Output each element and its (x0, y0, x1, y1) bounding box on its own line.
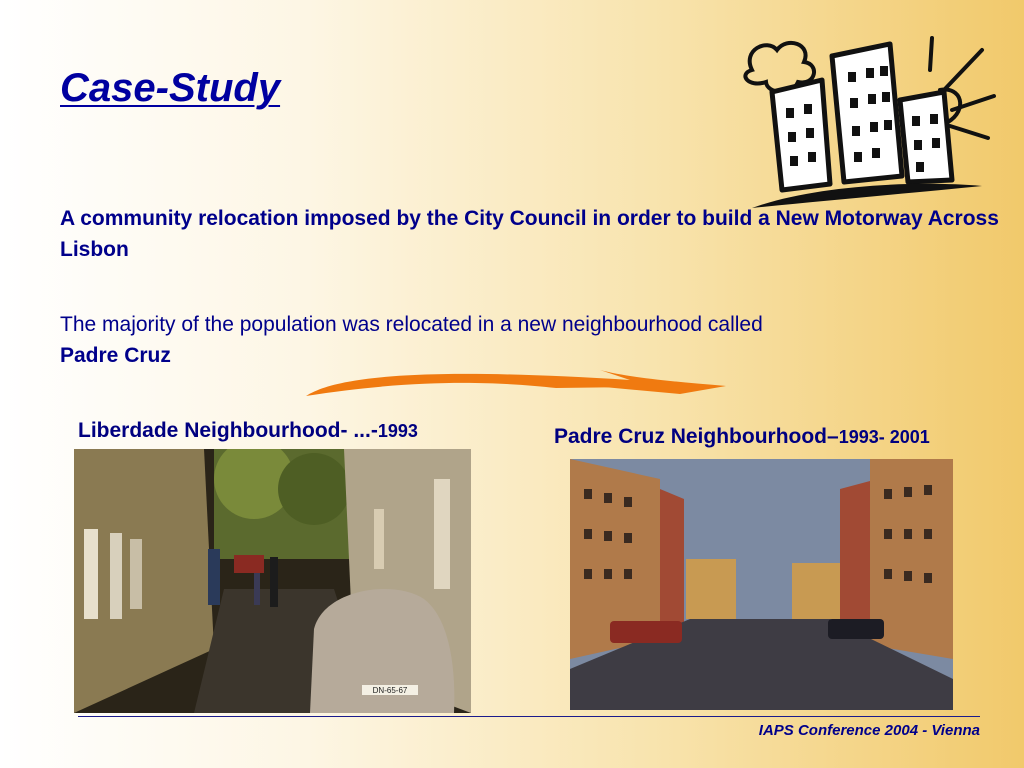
liberdade-caption-year: 1993 (377, 421, 418, 441)
liberdade-caption (78, 419, 418, 443)
license-plate-text: DN-65-67 (372, 686, 408, 695)
slide-title: Case-Study (60, 66, 281, 110)
new-neighbourhood-name: Padre Cruz (60, 344, 171, 367)
relocation-headline: A community relocation imposed by the City Council in order to build a New Motorway Across Lisbon (60, 207, 999, 261)
padre-cruz-street-photo (570, 459, 953, 710)
padre-cruz-caption-year: 1993- 2001 (838, 427, 930, 447)
footer-conference-text: IAPS Conference 2004 - Vienna (758, 722, 980, 739)
padre-cruz-caption-name: Padre Cruz Neighbourhood– (554, 425, 839, 448)
curved-arrow-icon (300, 368, 732, 398)
relocation-description (60, 309, 960, 371)
liberdade-caption-name: Liberdade Neighbourhood- ...- (78, 419, 378, 442)
padre-cruz-caption (554, 425, 930, 449)
liberdade-street-photo (74, 449, 471, 713)
relocation-description-text: The majority of the population was relocated in a new neighbourhood called (60, 313, 763, 336)
city-buildings-icon (712, 30, 996, 216)
footer-divider (78, 716, 980, 717)
